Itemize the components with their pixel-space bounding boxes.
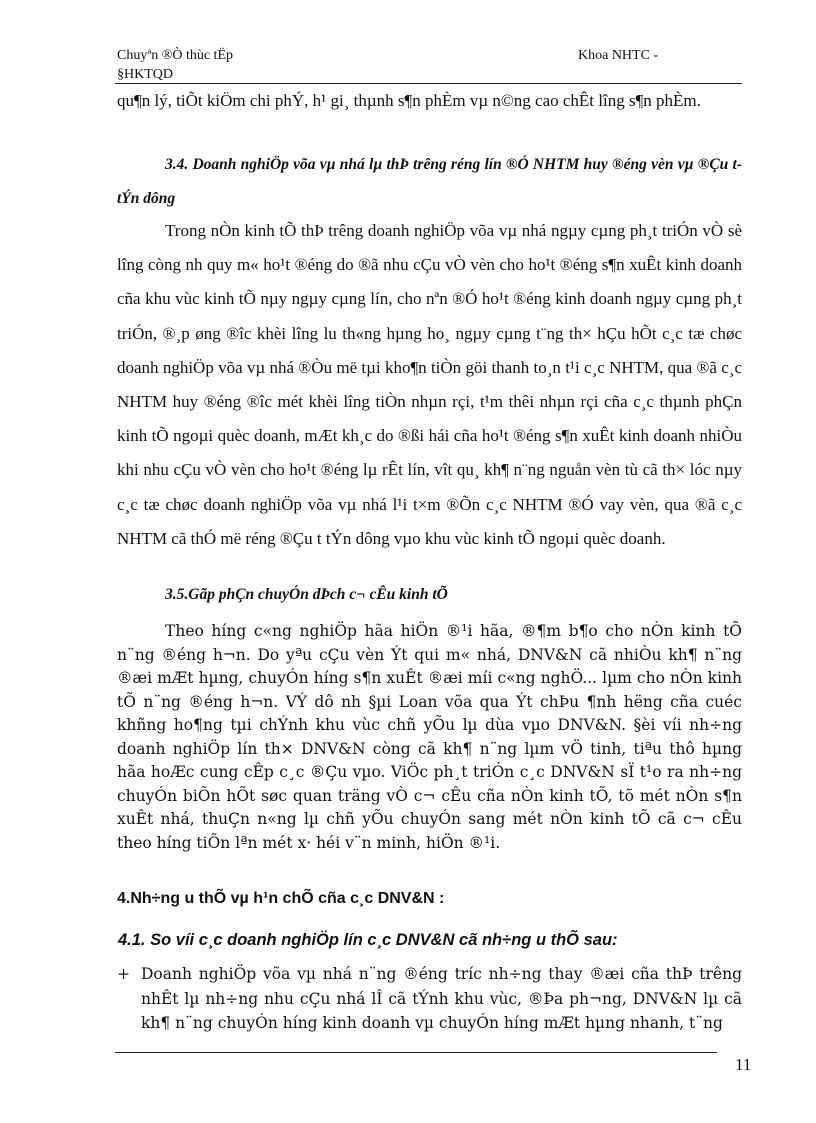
footer-divider bbox=[115, 1052, 717, 1053]
section-heading-3-5: 3.5.Gãp phÇn chuyÓn dÞch c¬ cÊu kinh tÕ bbox=[165, 586, 448, 603]
section-heading-4: 4.Nh÷ng u thÕ vµ h¹n chÕ cña c¸c DNV&N : bbox=[117, 890, 445, 907]
bullet-mark: + bbox=[117, 965, 130, 983]
section-heading-4-1: 4.1. So víi c¸c doanh nghiÖp lín c¸c DNV&N cã nh÷ng u thÕ sau: bbox=[118, 931, 618, 949]
bullet-item bbox=[117, 962, 742, 1036]
paragraph-continuation: qu¶n lý, tiÕt kiÖm chi phÝ, h¹ gi¸ thµnh s¶n phÈm vµ n©ng cao chÊt lîng s¶n phÈm. bbox=[117, 91, 701, 110]
header-left bbox=[117, 46, 417, 84]
bullet-text: Doanh nghiÖp võa vµ nhá n¨ng ®éng tríc nh÷ng thay ®æi cña thÞ trêng nhÊt lµ nh÷ng nhu cÇu nhá lÎ cã tÝnh khu vùc, ®Þa ph¬ng, DNV&N lµ cã kh¶ n¨ng chuyÓn híng kinh doanh vµ chuyÓn híng mÆt hµng nhanh, t¨ng bbox=[141, 965, 742, 1032]
header-right: Khoa NHTC - bbox=[578, 48, 659, 63]
header-title: Chuyªn ®Ò thùc tËp bbox=[117, 48, 233, 63]
section-heading-3-4: 3.4. Doanh nghiÖp võa vµ nhá lµ thÞ trêng réng lín ®Ó NHTM huy ®éng vèn vµ ®Çu t tÝn dông bbox=[117, 156, 742, 207]
page-number: 11 bbox=[735, 1055, 752, 1074]
paragraph-3-4: Trong nÒn kinh tÕ thÞ trêng doanh nghiÖp võa vµ nhá ngµy cµng ph¸t triÓn vÒ sè lîng còng nh quy m« ho¹t ®éng do ®ã nhu cÇu vÒ vèn cho ho¹t ®éng s¶n xuÊt kinh doanh cña khu vùc kinh tÕ nµy ngµy cµng lín, cho nªn ®Ó ho¹t ®éng kinh doanh ngµy cµng ph¸t triÓn, ®¸p øng ®îc khèi lîng lu th«ng hµng ho¸ ngµy cµng t¨ng th× hÇu hÕt c¸c tæ chøc doanh nghiÖp võa vµ nhá ®Òu më tµi kho¶n tiÒn göi thanh to¸n t¹i c¸c NHTM, qua ®ã c¸c NHTM huy ®éng ®îc mét khèi lîng tiÒn nhµn rçi, t¹m thêi nhµn rçi cña c¸c thµnh phÇn kinh tÕ ngoµi quèc doanh, mÆt kh¸c do ®ßi hái cña ho¹t ®éng s¶n xuÊt kinh doanh nhiÒu khi nhu cÇu vÒ vèn cho ho¹t ®éng lµ rÊt lín, vît qu¸ kh¶ n¨ng nguån vèn tù cã th× lóc nµy c¸c tæ chøc doanh nghiÖp võa vµ nhá l¹i t×m ®Õn c¸c NHTM ®Ó vay vèn, qua ®ã c¸c NHTM cã thÓ më réng ®Çu t tÝn dông vµo khu vùc kinh tÕ ngoµi quèc doanh. bbox=[117, 221, 742, 548]
header-institution: §HKTQD bbox=[117, 67, 173, 82]
paragraph-3-5: Theo híng c«ng nghiÖp hãa hiÖn ®¹i hãa, ®¶m b¶o cho nÒn kinh tÕ n¨ng ®éng h¬n. Do yªu cÇu vèn Ýt qui m« nhá, DNV&N cã nhiÒu kh¶ n¨ng ®æi mÆt hµng, chuyÓn híng s¶n xuÊt ®æi míi c«ng nghÖ... lµm cho nÒn kinh tÕ n¨ng ®éng h¬n. VÝ dô nh §µi Loan võa qua Ýt chÞu ¶nh hëng cña cuéc khñng ho¶ng tµi chÝnh khu vùc chñ yÕu lµ dùa vµo DNV&N. §èi víi nh÷ng doanh nghiÖp lín th× DNV&N còng cã kh¶ n¨ng lµm vÖ tinh, tiªu thô hµng hãa hoÆc cung cÊp c¸c ®Çu vµo. ViÖc ph¸t triÓn c¸c DNV&N sÏ t¹o ra nh÷ng chuyÓn biÕn hÕt søc quan träng vÒ c¬ cÊu cña nÒn kinh tÕ, tõ mét nÒn s¶n xuÊt nhá, thuÇn n«ng lµ chñ yÕu chuyÓn sang mét nÒn kinh tÕ cã c¬ cÊu theo híng tiÕn lªn mét x· héi v¨n minh, hiÖn ®¹i. bbox=[117, 622, 742, 852]
